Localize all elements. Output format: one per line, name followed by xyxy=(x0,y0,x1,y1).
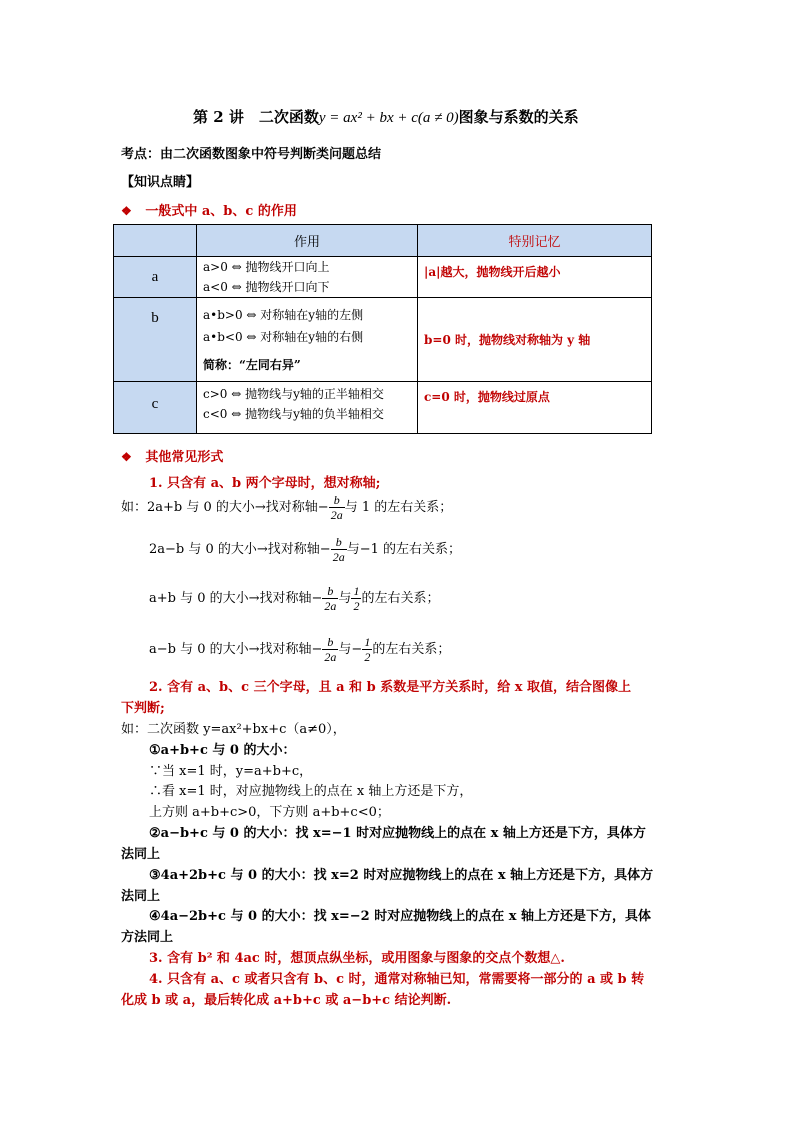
item1: 1. 只含有 a、b 两个字母时，想对称轴; xyxy=(149,476,381,491)
table-row xyxy=(114,257,652,298)
example-text: 与 1 的左右关系； xyxy=(344,500,453,515)
role-line: a<0 ⇔ 抛物线开口向下 xyxy=(203,280,330,294)
example-line xyxy=(149,535,461,564)
table-header-row xyxy=(114,225,652,257)
sub2-line-a: ②a−b+c 与 0 的大小：找 x=−1 时对应抛物线上的点在 x 轴上方还是下方，具体方 xyxy=(149,826,646,841)
item2-line1: 2. 含有 a、b、c 三个字母，且 a 和 b 系数是平方关系时，给 x 取值，结合图像上 xyxy=(149,680,631,695)
fraction-num: b xyxy=(322,584,338,599)
fraction xyxy=(331,535,347,564)
item4-line1: 4. 只含有 a、c 或者只含有 b、c 时，通常对称轴已知，常需要将一部分的 a 或 b 转 xyxy=(149,972,645,987)
row-memo: c=0 时，抛物线过原点 xyxy=(418,382,652,434)
fraction-den: 2a xyxy=(324,650,337,664)
row-key: a xyxy=(114,257,197,298)
fraction-num: b xyxy=(322,635,338,650)
fraction xyxy=(322,635,338,664)
fraction-num: 1 xyxy=(364,635,371,649)
role-line: a•b>0 ⇔ 对称轴在y轴的左侧 xyxy=(203,307,364,322)
fraction xyxy=(362,635,372,664)
section2-heading xyxy=(121,446,223,465)
page-title xyxy=(193,106,579,127)
fraction-den: 2a xyxy=(332,550,345,564)
item2-line2: 下判断; xyxy=(121,701,165,716)
example-text: 与−1 的左右关系； xyxy=(346,542,461,557)
role-line: c<0 ⇔ 抛物线与y轴的负半轴相交 xyxy=(203,407,384,421)
fraction xyxy=(329,493,345,522)
example-text: 与− xyxy=(338,642,363,657)
table-header-role: 作用 xyxy=(197,225,418,257)
fraction-den: 2a xyxy=(330,508,343,522)
example-text: 的左右关系； xyxy=(361,591,440,606)
fraction xyxy=(351,584,361,613)
example-text: 与 xyxy=(338,591,352,606)
example-text: 的左右关系； xyxy=(372,642,451,657)
fraction-den: 2 xyxy=(364,650,371,664)
example-text: 2a−b 与 0 的大小→找对称轴− xyxy=(149,542,331,557)
fraction-num: b xyxy=(329,493,345,508)
row-role xyxy=(197,298,418,382)
sub3-line-a: ③4a+2b+c 与 0 的大小：找 x=2 时对应抛物线上的点在 x 轴上方还是下方，具体方 xyxy=(149,868,654,883)
coefficient-table xyxy=(113,224,652,434)
sub4-line-a: ④4a−2b+c 与 0 的大小：找 x=−2 时对应抛物线上的点在 x 轴上方还是下方，具体 xyxy=(149,909,652,924)
example-text: 如：2a+b 与 0 的大小→找对称轴− xyxy=(121,500,329,515)
role-line: a>0 ⇔ 抛物线开口向上 xyxy=(203,260,330,274)
row-key: c xyxy=(114,382,197,434)
zhishi-heading: 【知识点睛】 xyxy=(121,175,200,190)
section2-title: 其他常见形式 xyxy=(145,450,224,465)
item4-line2: 化成 b 或 a，最后转化成 a+b+c 或 a−b+c 结论判断. xyxy=(121,993,452,1008)
fraction-den: 2a xyxy=(324,599,337,613)
diamond-bullet-icon: ❖ xyxy=(121,204,132,218)
table-header-memo: 特别记忆 xyxy=(418,225,652,257)
diamond-bullet-icon: ❖ xyxy=(121,450,132,464)
table-row xyxy=(114,298,652,382)
row-key: b xyxy=(114,298,197,382)
sub1-line-a: ∵当 x=1 时，y=a+b+c， xyxy=(149,764,313,779)
table-row xyxy=(114,382,652,434)
section1-title: 一般式中 a、b、c 的作用 xyxy=(145,204,297,219)
sub1-heading: ①a+b+c 与 0 的大小： xyxy=(149,743,296,758)
sub1-line-c: 上方则 a+b+c>0，下方则 a+b+c<0； xyxy=(149,805,390,820)
title-suffix: 图象与系数的关系 xyxy=(458,108,579,126)
kaodian-heading: 考点：由二次函数图象中符号判断类问题总结 xyxy=(121,147,382,162)
section1-heading xyxy=(121,200,297,219)
sub3-line-b: 法同上 xyxy=(121,889,161,904)
role-note: 简称：“左同右异” xyxy=(203,357,301,372)
example-line xyxy=(149,635,450,664)
example-text: a+b 与 0 的大小→找对称轴− xyxy=(149,591,323,606)
title-formula: y = ax² + bx + c(a ≠ 0) xyxy=(318,110,459,126)
fraction-num: 1 xyxy=(353,584,360,598)
sub2-line-b: 法同上 xyxy=(121,847,161,862)
row-role xyxy=(197,382,418,434)
row-memo: b=0 时，抛物线对称轴为 y 轴 xyxy=(418,298,652,382)
title-prefix: 第 2 讲 二次函数 xyxy=(193,108,319,126)
item3: 3. 含有 b² 和 4ac 时，想顶点纵坐标，或用图象与图象的交点个数想△. xyxy=(149,951,565,966)
role-line: a•b<0 ⇔ 对称轴在y轴的右侧 xyxy=(203,329,364,344)
sub4-line-b: 方法同上 xyxy=(121,930,174,945)
table-header-blank xyxy=(114,225,197,257)
role-line: c>0 ⇔ 抛物线与y轴的正半轴相交 xyxy=(203,387,384,401)
row-role xyxy=(197,257,418,298)
fraction-den: 2 xyxy=(353,599,360,613)
fraction xyxy=(322,584,338,613)
example2: 如：二次函数 y=ax²+bx+c（a≠0）， xyxy=(121,722,346,737)
example-line xyxy=(149,584,439,613)
row-memo: |a|越大，抛物线开后越小 xyxy=(418,257,652,298)
example-line xyxy=(121,493,452,522)
fraction-num: b xyxy=(331,535,347,550)
example-text: a−b 与 0 的大小→找对称轴− xyxy=(149,642,323,657)
sub1-line-b: ∴看 x=1 时，对应抛物线上的点在 x 轴上方还是下方， xyxy=(149,784,473,799)
